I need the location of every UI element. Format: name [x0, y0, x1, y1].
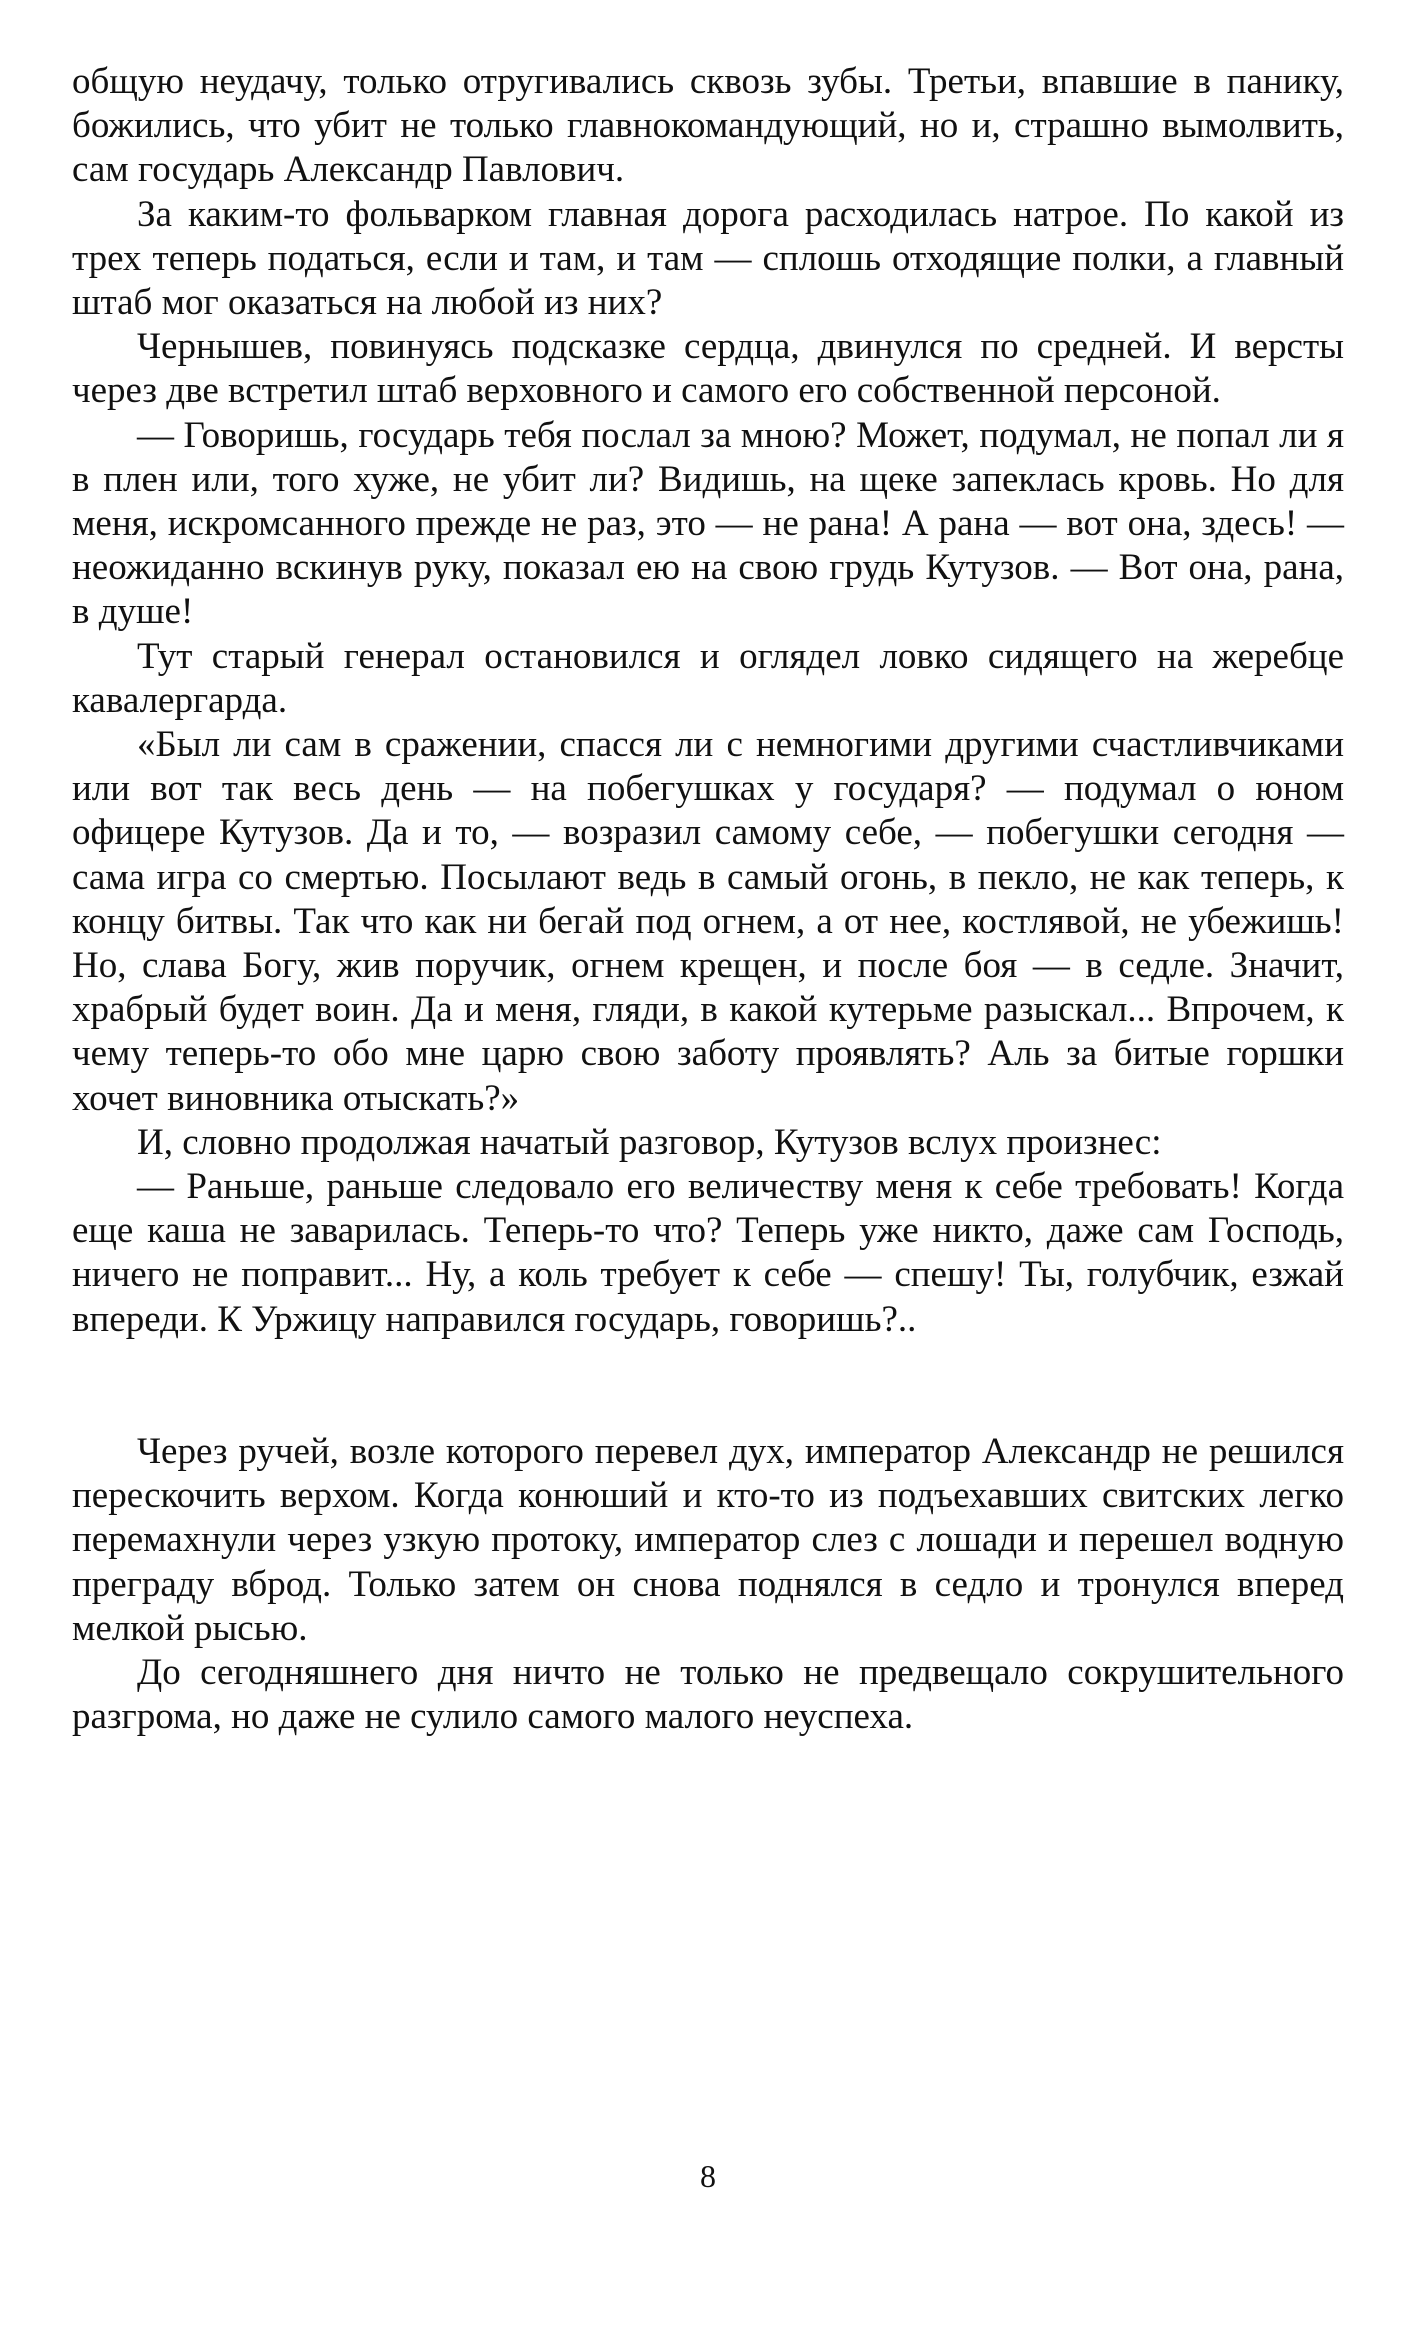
- section-break: [72, 1342, 1344, 1430]
- paragraph: «Был ли сам в сражении, спасся ли с немногими другими счастливчиками или вот так весь день — на побегушках у государя? — подумал о юном офицере Кутузов. Да и то, — возразил самому себе, — побегушки сегодня — сама игра со смертью. Посылают ведь в самый огонь, в пекло, не как теперь, к концу битвы. Так что как ни бегай под огнем, а от нее, костлявой, не убежишь! Но, слава Богу, жив поручик, огнем крещен, и после боя — в седле. Значит, храбрый будет воин. Да и меня, гляди, в какой кутерьме разыскал... Впрочем, к чему теперь-то обо мне царю свою заботу проявлять? Аль за битые горшки хочет виновника отыскать?»: [72, 724, 1344, 1119]
- paragraph: общую неудачу, только отругивались сквозь зубы. Третьи, впавшие в панику, божились, что убит не только главнокомандующий, но и, страшно вымолвить, сам государь Александр Павлович.: [72, 61, 1344, 191]
- paragraph: Через ручей, возле которого перевел дух, император Александр не решился перескочить верхом. Когда конюший и кто-то из подъехавших свитских легко перемахнули через узкую протоку, император слез с лошади и перешел водную преграду вброд. Только затем он снова поднялся в седло и тронулся вперед мелкой рысью.: [72, 1430, 1344, 1649]
- paragraph: За каким-то фольварком главная дорога расходилась натрое. По какой из трех теперь податься, если и там, и там — сплошь отходящие полки, а главный штаб мог оказаться на любой из них?: [72, 193, 1344, 324]
- paragraph: И, словно продолжая начатый разговор, Кутузов вслух произнес:: [137, 1121, 1162, 1163]
- paragraph: Тут старый генерал остановился и оглядел ловко сидящего на жеребце кавалергарда.: [72, 635, 1344, 721]
- paragraph: Чернышев, повинуясь подсказке сердца, двинулся по средней. И версты через две встретил штаб верховного и самого его собственной персоной.: [72, 326, 1344, 412]
- page-body: [72, 60, 1344, 1739]
- paragraph: — Говоришь, государь тебя послал за мною? Может, подумал, не попал ли я в плен или, того хуже, не убит ли? Видишь, на щеке запеклась кровь. Но для меня, искромсанного прежде не раз, это — не рана! А рана — вот она, здесь! — неожиданно вскинув руку, показал ею на свою грудь Кутузов. — Вот она, рана, в душе!: [72, 414, 1344, 633]
- page-number: 8: [700, 2158, 716, 2194]
- paragraph: — Раньше, раньше следовало его величеству меня к себе требовать! Когда еще каша не заварилась. Теперь-то что? Теперь уже никто, даже сам Господь, ничего не поправит... Ну, а коль требует к себе — спешу! Ты, голубчик, езжай впереди. К Уржицу направился государь, говоришь?..: [72, 1166, 1344, 1340]
- paragraph: До сегодняшнего дня ничто не только не предвещало сокрушительного разгрома, но даже не сулило самого малого неуспеха.: [72, 1651, 1344, 1738]
